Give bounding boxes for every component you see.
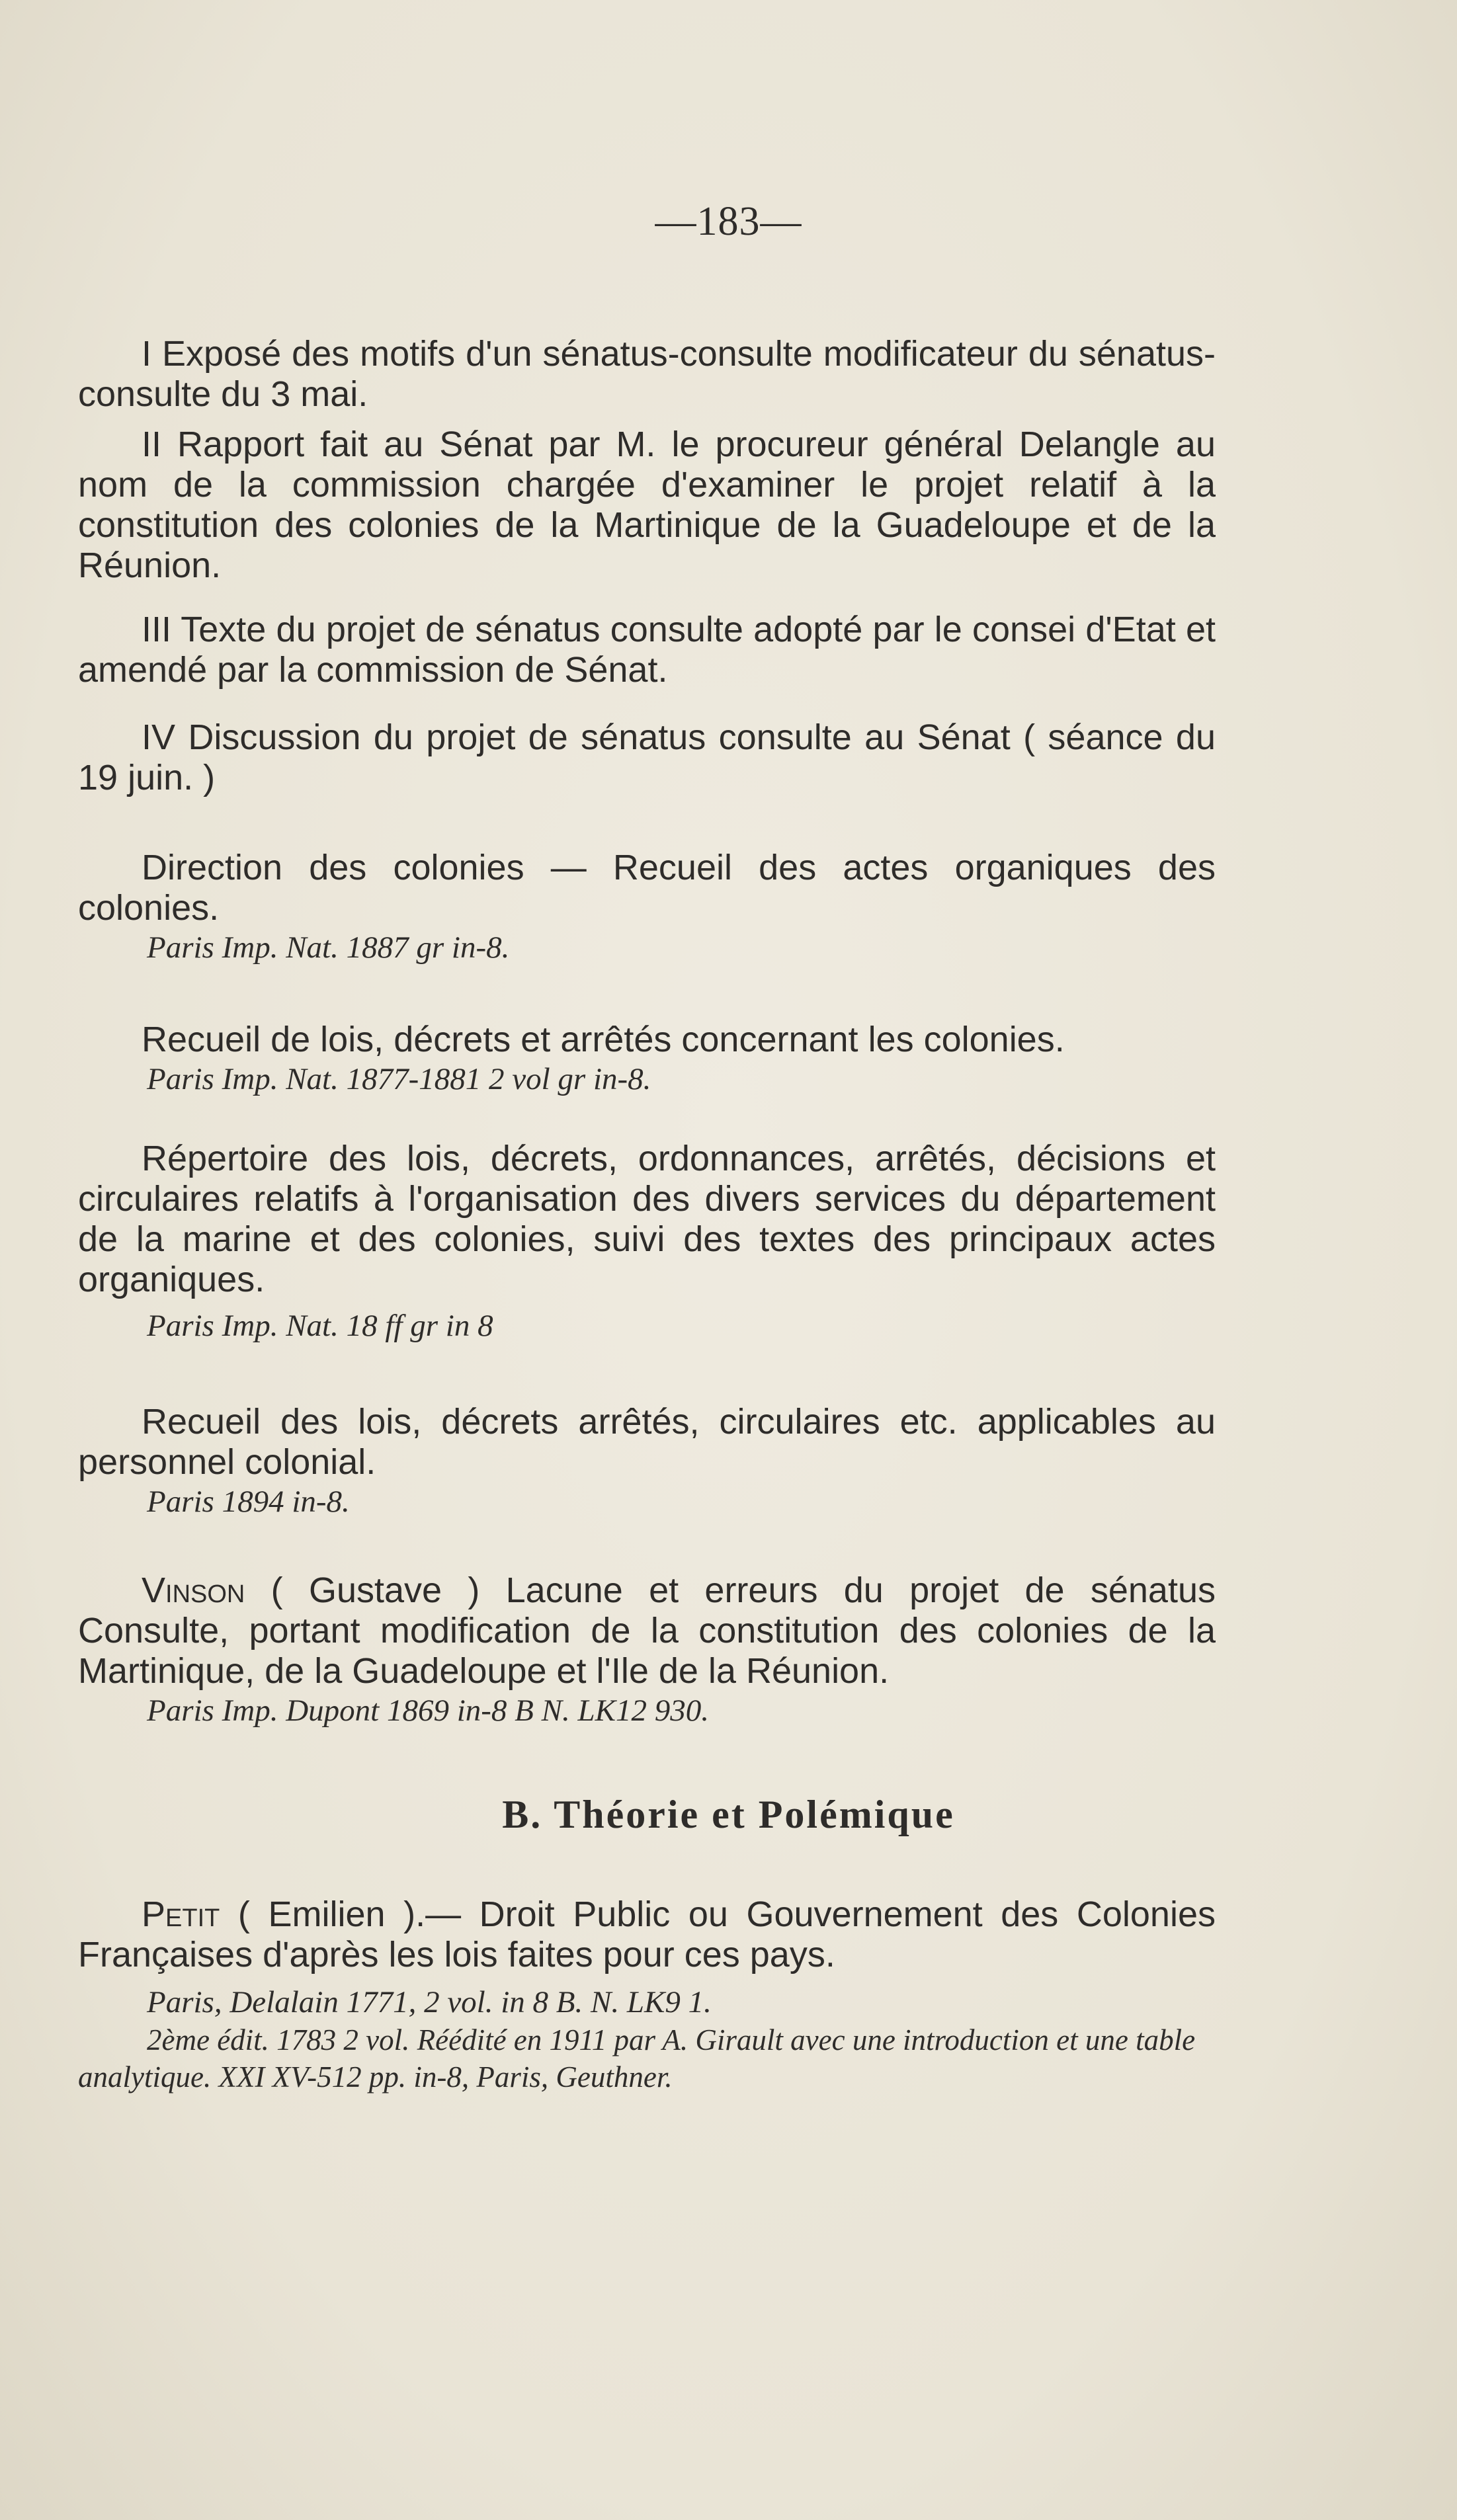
- entry-text: IV Discussion du projet de sénatus consulte au Sénat ( séance du 19 juin. ): [78, 717, 1216, 797]
- entry-imprint: Paris Imp. Nat. 18 ff gr in 8: [147, 1309, 493, 1343]
- entry-imprint: Paris Imp. Nat. 1887 gr in-8.: [147, 930, 510, 965]
- entry-ii: [78, 425, 1216, 586]
- entry-text: Répertoire des lois, décrets, ordonnances, arrêtés, décisions et circulaires relatifs à l'organisation des divers services du département de la marine et des colonies, suivi des textes des principaux actes organiques.: [78, 1139, 1216, 1299]
- entry-text: Direction des colonies — Recueil des actes organiques des colonies.: [78, 848, 1216, 928]
- entry-text: II Rapport fait au Sénat par M. le procureur général Delangle au nom de la commission chargée d'examiner le projet relatif à la constitution des colonies de la Martinique de la Guadeloupe et de la Réunion.: [78, 425, 1216, 585]
- entry-text: [78, 1570, 1216, 1691]
- entry-text: III Texte du projet de sénatus consulte adopté par le consei d'Etat et amendé par la commission de Sénat.: [78, 610, 1216, 690]
- entry-author: Vinson: [142, 1570, 245, 1610]
- entry-text: Recueil des lois, décrets arrêtés, circulaires etc. applicables au personnel colonial.: [78, 1402, 1216, 1482]
- entry-text: [78, 1894, 1216, 1975]
- entry-iii: [78, 610, 1216, 690]
- page-number: —183—: [655, 199, 802, 244]
- entry-imprint: Paris Imp. Nat. 1877-1881 2 vol gr in-8.: [147, 1062, 651, 1096]
- entry-i: [78, 334, 1216, 415]
- section-heading: B. Théorie et Polémique: [502, 1793, 955, 1836]
- entry-author: Petit: [142, 1894, 220, 1934]
- entry-imprint: Paris Imp. Dupont 1869 in-8 B N. LK12 930.: [147, 1693, 709, 1728]
- entry-body: ( Gustave ) Lacune et erreurs du projet de sénatus Consulte, portant modification de la constitution des colonies de la Martinique, de la Guadeloupe et l'Ile de la Réunion.: [78, 1570, 1216, 1691]
- entry-direction: [78, 848, 1216, 967]
- entry-text: I Exposé des motifs d'un sénatus-consulte modificateur du sénatus-consulte du 3 mai.: [78, 334, 1216, 414]
- entry-imprint: Paris 1894 in-8.: [147, 1484, 350, 1519]
- entry-imprint: Paris, Delalain 1771, 2 vol. in 8 B. N. LK9 1.: [147, 1985, 712, 2019]
- entry-iv: [78, 717, 1216, 798]
- entry-body: ( Emilien ).— Droit Public ou Gouvernement des Colonies Françaises d'après les lois faites pour ces pays.: [78, 1894, 1216, 1974]
- entry-vinson: [78, 1570, 1216, 1730]
- entry-text: Recueil de lois, décrets et arrêtés concernant les colonies.: [142, 1020, 1065, 1059]
- entry-recueil: [78, 1020, 1216, 1098]
- entry-note: 2ème édit. 1783 2 vol. Réédité en 1911 par A. Girault avec une introduction et une table analytique. XXI XV-512 pp. in-8, Paris, Geuthner.: [78, 2023, 1196, 2093]
- entry-repertoire: [78, 1139, 1216, 1345]
- entry-petit: [78, 1894, 1216, 2095]
- entry-recueil-personnel: [78, 1402, 1216, 1521]
